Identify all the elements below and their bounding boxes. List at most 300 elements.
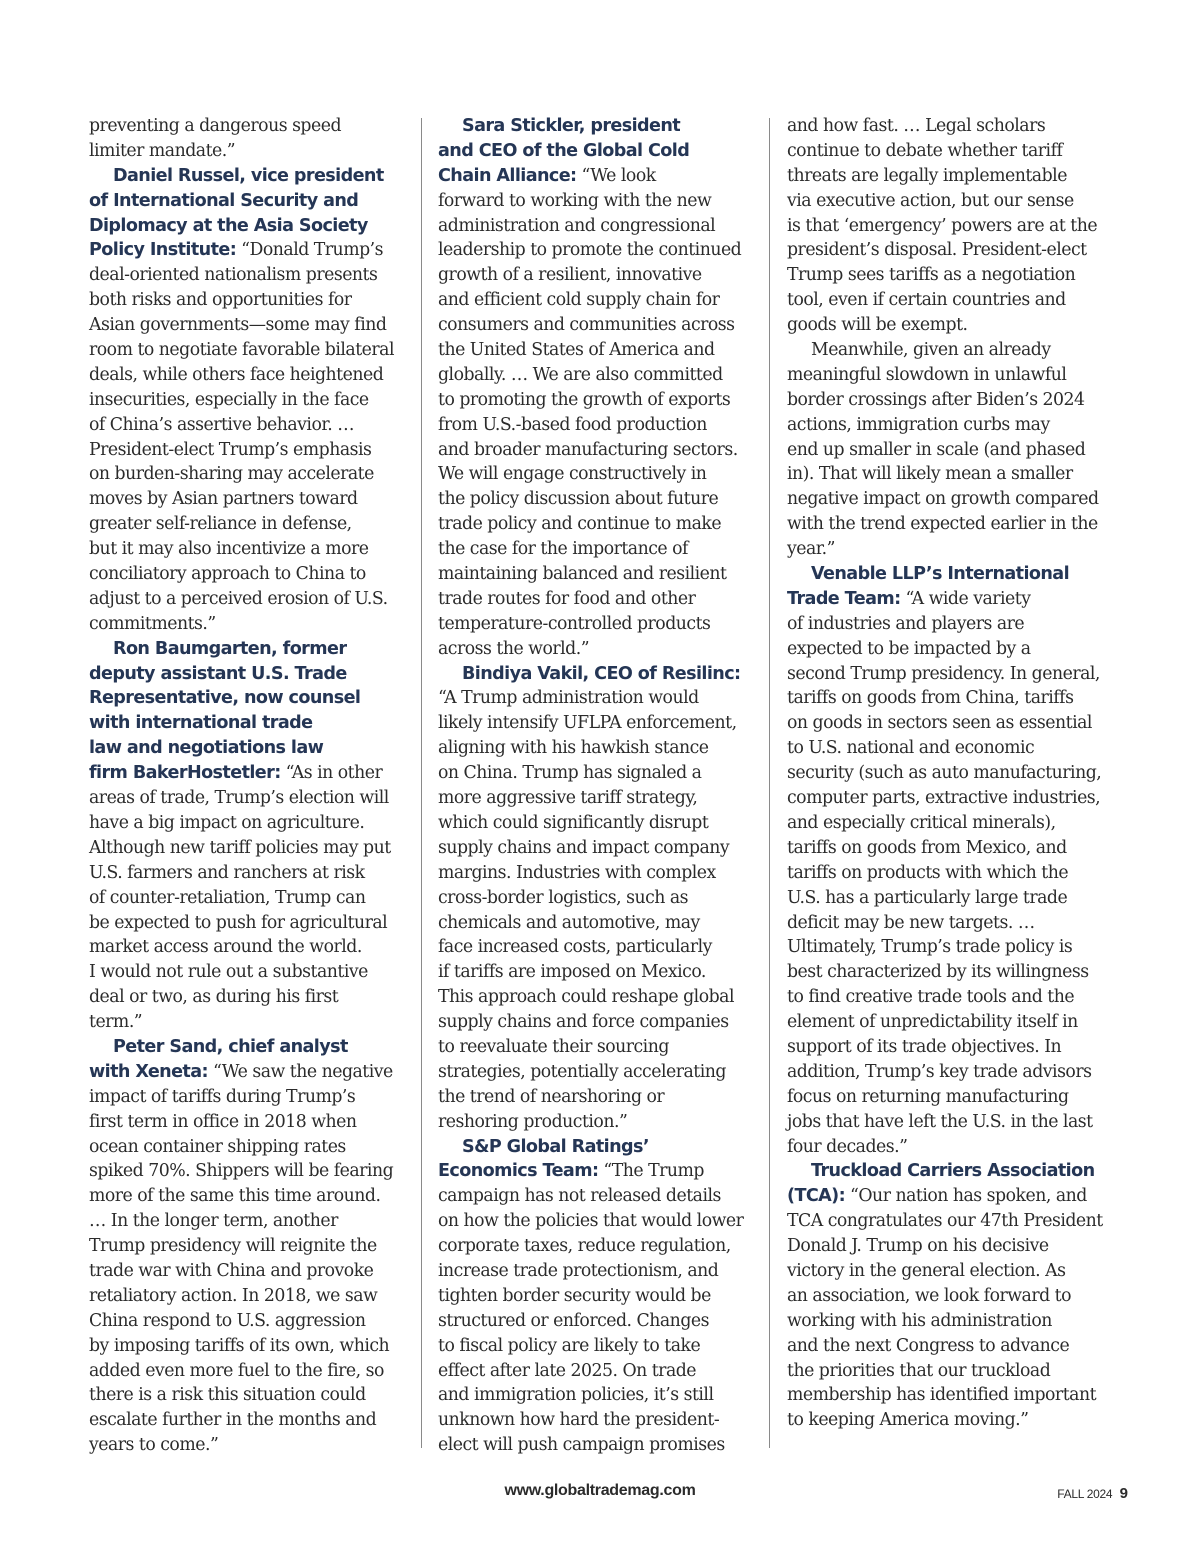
body-text: on goods in sectors seen as essential [787,713,1092,734]
text-line [438,711,768,736]
text-line [787,413,1117,438]
text-line [787,288,1117,313]
body-text: expected to be impacted by a [787,638,1031,659]
text-line [438,263,768,288]
text-line [438,662,768,687]
speaker-heading: Policy Institute: [89,240,237,261]
body-text: border crossings after Biden’s 2024 [787,389,1085,410]
text-line [438,861,768,886]
speaker-heading: Sara Stickler, president [462,116,681,136]
text-line [438,1284,768,1309]
text-line [787,1010,1117,1035]
text-line [787,1284,1117,1309]
body-text: the case for the importance of [438,539,688,560]
body-text: structured or enforced. Changes [438,1310,709,1331]
text-line [89,413,419,438]
text-line [438,189,768,214]
text-line [89,1284,419,1309]
body-text: Asian governments—some may find [89,315,387,336]
article-column-2 [438,114,768,1458]
body-text: “Donald Trump’s [236,240,384,261]
text-line [438,537,768,562]
speaker-heading: of International Security and [89,190,359,211]
column-divider-1 [421,118,422,1448]
text-line [89,711,419,736]
body-text: goods will be exempt. [787,315,968,336]
body-text: have a big impact on agriculture. [89,812,365,833]
body-text: leadership to promote the continued [438,240,742,261]
text-line [438,487,768,512]
text-line [787,139,1117,164]
body-text: and immigration policies, it’s still [438,1385,714,1406]
body-text: to promoting the growth of exports [438,389,731,410]
body-text: addition, Trump’s key trade advisors [787,1061,1092,1082]
body-text: administration and congressional [438,215,716,236]
text-line [438,462,768,487]
body-text: TCA congratulates our 47th President [787,1211,1103,1232]
text-line [438,786,768,811]
body-text: tariffs on goods from Mexico, and [787,837,1067,858]
text-line [787,438,1117,463]
body-text: to fiscal policy are likely to take [438,1335,701,1356]
text-line [438,238,768,263]
body-text: maintaining balanced and resilient [438,564,727,585]
text-line [438,637,768,662]
body-text: tool, even if certain countries and [787,290,1066,311]
text-line [787,114,1117,139]
text-line [787,1085,1117,1110]
body-text: continue to debate whether tariff [787,140,1063,161]
text-line [89,189,419,214]
text-line [89,1259,419,1284]
body-text: increase trade protectionism, and [438,1260,719,1281]
text-line [438,836,768,861]
body-text: face increased costs, particularly [438,937,712,958]
body-text: the trend of nearshoring or [438,1086,665,1107]
text-line [438,164,768,189]
text-line [787,786,1117,811]
text-line [787,587,1117,612]
text-line [89,1085,419,1110]
body-text: to U.S. national and economic [787,738,1035,759]
body-text: security (such as auto manufacturing, [787,763,1102,784]
text-line [787,1135,1117,1160]
body-text: margins. Industries with complex [438,862,716,883]
body-text: on burden-sharing may accelerate [89,464,374,485]
text-line [787,985,1117,1010]
text-line [89,512,419,537]
body-text: and how fast. … Legal scholars [787,116,1046,136]
body-text: president’s disposal. President-elect [787,240,1087,261]
text-line [89,164,419,189]
speaker-heading: Economics Team: [438,1161,599,1182]
text-line [89,1383,419,1408]
body-text: to find creative trade tools and the [787,987,1075,1008]
text-line [438,438,768,463]
body-text: the United States of America and [438,340,715,361]
body-text: U.S. has a particularly large trade [787,887,1068,908]
speaker-heading: Bindiya Vakil, CEO of Resilinc: [462,663,741,684]
text-line [787,686,1117,711]
body-text: the policy discussion about future [438,489,719,510]
body-text: Trump presidency will reignite the [89,1236,377,1257]
text-line [787,886,1117,911]
speaker-heading: with Xeneta: [89,1061,208,1082]
text-line [787,189,1117,214]
body-text: limiter mandate.” [89,140,236,161]
text-line [438,985,768,1010]
text-line [438,686,768,711]
text-line [89,1359,419,1384]
body-text: term.” [89,1012,143,1033]
body-text: to keeping America moving.” [787,1410,1029,1431]
body-text: four decades.” [787,1136,908,1157]
body-text: preventing a dangerous speed [89,116,342,136]
text-line [89,338,419,363]
body-text: both risks and opportunities for [89,290,352,311]
text-line [438,1035,768,1060]
body-text: year.” [787,539,835,560]
text-line [787,338,1117,363]
text-line [89,861,419,886]
body-text: the priorities that our truckload [787,1360,1051,1381]
text-line [438,886,768,911]
text-line [787,836,1117,861]
body-text: and broader manufacturing sectors. [438,439,738,460]
speaker-heading: and CEO of the Global Cold [438,140,690,161]
body-text: tariffs on products with which the [787,862,1069,883]
speaker-heading: Trade Team: [787,588,901,609]
body-text: via executive action, but our sense [787,190,1074,211]
text-line [787,736,1117,761]
body-text: element of unpredictability itself in [787,1012,1078,1033]
text-line [89,736,419,761]
text-line [89,686,419,711]
body-text: consumers and communities across [438,315,735,336]
speaker-heading: Peter Sand, chief analyst [113,1036,348,1057]
body-text: reshoring production.” [438,1111,628,1132]
article-column-3 [787,114,1117,1433]
body-text: Meanwhile, given an already [811,340,1051,361]
text-line [438,1184,768,1209]
body-text: areas of trade, Trump’s election will [89,788,389,809]
text-line [787,1383,1117,1408]
body-text: deals, while others face heightened [89,364,384,385]
body-text: is that ‘emergency’ powers are at the [787,215,1098,236]
body-text: more of the same this time around. [89,1186,381,1207]
text-line [787,761,1117,786]
text-line [438,1010,768,1035]
body-text: in). That will likely mean a smaller [787,464,1073,485]
text-line [438,1135,768,1160]
body-text: effect after late 2025. On trade [438,1360,697,1381]
body-text: by imposing tariffs of its own, which [89,1335,390,1356]
text-line [89,1209,419,1234]
body-text: growth of a resilient, innovative [438,265,702,286]
body-text: China respond to U.S. aggression [89,1310,366,1331]
body-text: best characterized by its willingness [787,962,1089,983]
body-text: trade war with China and provoke [89,1260,374,1281]
body-text: but it may also incentivize a more [89,539,369,560]
text-line [89,1408,419,1433]
text-line [787,1209,1117,1234]
body-text: membership has identified important [787,1385,1097,1406]
body-text: Ultimately, Trump’s trade policy is [787,937,1073,958]
text-line [787,612,1117,637]
body-text: first term in office in 2018 when [89,1111,357,1132]
text-line [438,761,768,786]
body-text: “We look [576,165,656,186]
body-text: “Our nation has spoken, and [845,1186,1087,1207]
body-text: end up smaller in scale (and phased [787,439,1086,460]
text-line [787,313,1117,338]
body-text: spiked 70%. Shippers will be fearing [89,1161,394,1182]
text-line [787,662,1117,687]
text-line [89,462,419,487]
body-text: meaningful slowdown in unlawful [787,364,1067,385]
footer-issue-season: FALL 2024 [1057,1487,1113,1501]
text-line [787,214,1117,239]
speaker-heading: with international trade [89,713,313,734]
body-text: chemicals and automotive, may [438,912,700,933]
text-line [787,637,1117,662]
speaker-heading: Daniel Russel, vice president [113,165,384,186]
body-text: supply chains and impact company [438,837,730,858]
page-number: 9 [1119,1485,1128,1502]
text-line [89,313,419,338]
body-text: of industries and players are [787,613,1025,634]
text-line [787,462,1117,487]
body-text: “A wide variety [900,588,1031,609]
body-text: cross-border logistics, such as [438,887,689,908]
body-text: computer parts, extractive industries, [787,788,1101,809]
text-line [438,363,768,388]
text-line [438,811,768,836]
body-text: of counter-retaliation, Trump can [89,887,366,908]
body-text: U.S. farmers and ranchers at risk [89,862,365,883]
text-line [787,1234,1117,1259]
text-line [787,811,1117,836]
body-text: on how the policies that would lower [438,1211,744,1232]
text-line [438,413,768,438]
body-text: on China. Trump has signaled a [438,763,702,784]
body-text: moves by Asian partners toward [89,489,358,510]
body-text: of China’s assertive behavior. … [89,414,354,435]
body-text: greater self-reliance in defense, [89,514,352,535]
text-line [438,1159,768,1184]
body-text: and efficient cold supply chain for [438,290,720,311]
text-line [89,487,419,512]
text-line [438,1408,768,1433]
text-line [89,562,419,587]
text-line [89,836,419,861]
text-line [89,1184,419,1209]
text-line [438,388,768,413]
speaker-heading: Truckload Carriers Association [811,1161,1095,1182]
text-line [89,214,419,239]
text-line [787,1359,1117,1384]
body-text: “As in other [280,763,383,784]
speaker-heading: S&P Global Ratings’ [462,1136,649,1157]
text-line [89,911,419,936]
text-line [438,1209,768,1234]
text-line [89,662,419,687]
text-line [89,1309,419,1334]
text-line [438,512,768,537]
body-text: deal or two, as during his first [89,987,339,1008]
text-line [89,761,419,786]
body-text: across the world.” [438,638,590,659]
body-text: strategies, potentially accelerating [438,1061,726,1082]
text-line [89,263,419,288]
text-line [787,537,1117,562]
text-line [787,960,1117,985]
body-text: which could significantly disrupt [438,812,709,833]
text-line [89,1010,419,1035]
text-line [438,1383,768,1408]
text-line [89,114,419,139]
body-text: years to come.” [89,1435,219,1456]
text-line [787,1408,1117,1433]
speaker-heading: Diplomacy at the Asia Society [89,215,368,236]
speaker-heading: deputy assistant U.S. Trade [89,663,347,684]
text-line [787,363,1117,388]
body-text: negative impact on growth compared [787,489,1099,510]
text-line [89,139,419,164]
body-text: working with his administration [787,1310,1052,1331]
text-line [438,1359,768,1384]
text-line [438,338,768,363]
text-line [438,736,768,761]
text-line [787,1184,1117,1209]
body-text: jobs that have left the U.S. in the last [787,1111,1093,1132]
text-line [787,1060,1117,1085]
text-line [438,1309,768,1334]
body-text: ocean container shipping rates [89,1136,346,1157]
body-text: Although new tariff policies may put [89,837,391,858]
body-text: and especially critical minerals), [787,812,1056,833]
speaker-heading: Venable LLP’s International [811,564,1069,585]
body-text: temperature-controlled products [438,613,711,634]
text-line [438,313,768,338]
body-text: from U.S.-based food production [438,414,707,435]
text-line [89,1433,419,1458]
article-column-1 [89,114,419,1458]
body-text: retaliatory action. In 2018, we saw [89,1285,378,1306]
text-line [89,1234,419,1259]
text-line [89,1060,419,1085]
body-text: trade policy and continue to make [438,514,722,535]
text-line [89,1334,419,1359]
body-text: elect will push campaign promises [438,1435,725,1456]
body-text: if tariffs are imposed on Mexico. [438,962,706,983]
text-line [438,562,768,587]
text-line [787,1159,1117,1184]
text-line [787,562,1117,587]
body-text: campaign has not released details [438,1186,721,1207]
body-text: impact of tariffs during Trump’s [89,1086,356,1107]
body-text: commitments.” [89,613,216,634]
text-line [438,911,768,936]
body-text: market access around the world. [89,937,362,958]
body-text: We will engage constructively in [438,464,707,485]
body-text: globally. … We are also committed [438,364,723,385]
body-text: likely intensify UFLPA enforcement, [438,713,737,734]
body-text: conciliatory approach to China to [89,564,366,585]
text-line [89,1135,419,1160]
text-line [89,438,419,463]
speaker-heading: law and negotiations law [89,738,324,759]
body-text: be expected to push for agricultural [89,912,388,933]
text-line [438,114,768,139]
footer-page-label [1057,1485,1128,1503]
body-text: … In the longer term, another [89,1211,338,1232]
text-line [787,861,1117,886]
text-line [438,1433,768,1458]
text-line [89,612,419,637]
text-line [438,935,768,960]
body-text: Donald J. Trump on his decisive [787,1236,1049,1257]
speaker-heading: Chain Alliance: [438,165,577,186]
body-text: tighten border security would be [438,1285,711,1306]
text-line [89,288,419,313]
text-line [438,1334,768,1359]
body-text: to reevaluate their sourcing [438,1036,669,1057]
body-text: insecurities, especially in the face [89,389,369,410]
body-text: aligning with his hawkish stance [438,738,709,759]
text-line [89,1110,419,1135]
body-text: more aggressive tariff strategy, [438,788,698,809]
body-text: escalate further in the months and [89,1410,377,1431]
text-line [787,1035,1117,1060]
text-line [438,1234,768,1259]
speaker-heading: Representative, now counsel [89,688,361,709]
text-line [787,935,1117,960]
body-text: supply chains and force companies [438,1012,729,1033]
text-line [89,238,419,263]
text-line [787,1259,1117,1284]
body-text: tariffs on goods from China, tariffs [787,688,1074,709]
footer-website-url: www.globaltrademag.com [504,1482,696,1499]
body-text: added even more fuel to the fire, so [89,1360,384,1381]
body-text: focus on returning manufacturing [787,1086,1069,1107]
speaker-heading: (TCA): [787,1186,846,1207]
body-text: I would not rule out a substantive [89,962,368,983]
speaker-heading: Ron Baumgarten, former [113,638,347,659]
text-line [787,711,1117,736]
column-divider-2 [769,118,770,1448]
body-text: deficit may be new targets. … [787,912,1035,933]
text-line [89,985,419,1010]
text-line [438,214,768,239]
text-line [787,263,1117,288]
text-line [89,960,419,985]
text-line [438,1085,768,1110]
text-line [89,811,419,836]
text-line [89,637,419,662]
text-line [787,1110,1117,1135]
body-text: unknown how hard the president- [438,1410,720,1431]
body-text: “A Trump administration would [438,688,699,709]
text-line [787,512,1117,537]
text-line [438,587,768,612]
text-line [787,164,1117,189]
text-line [438,1110,768,1135]
text-line [438,139,768,164]
body-text: second Trump presidency. In general, [787,663,1100,684]
text-line [438,288,768,313]
speaker-heading: firm BakerHostetler: [89,763,281,784]
